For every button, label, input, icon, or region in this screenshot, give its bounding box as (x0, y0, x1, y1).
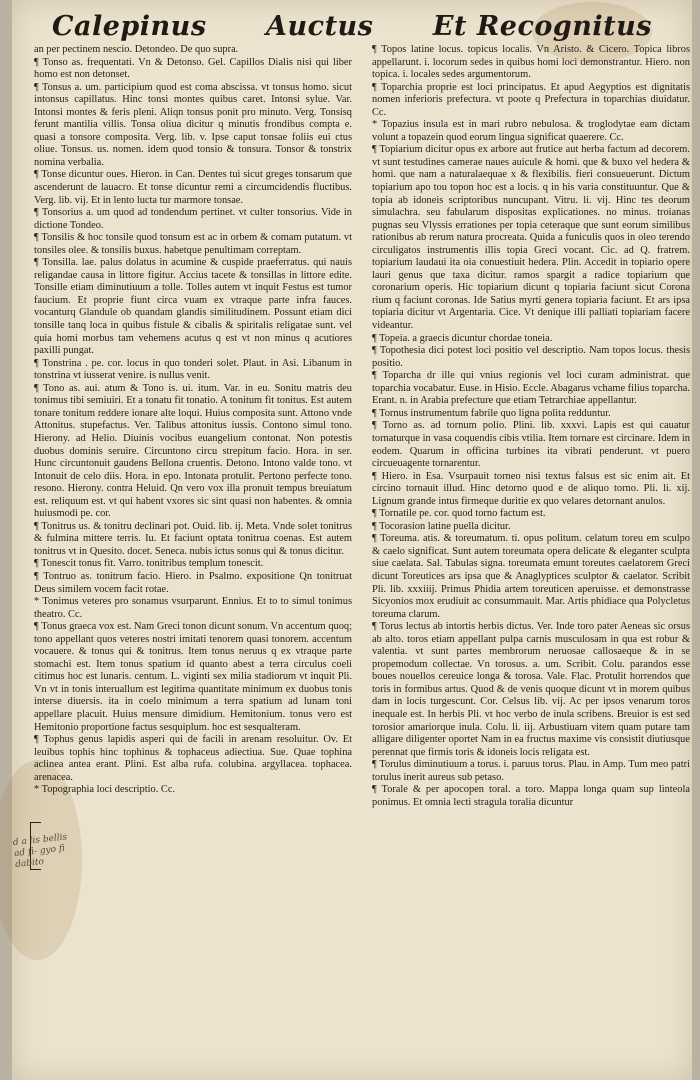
dictionary-entry: ¶ Tonse dicuntur oues. Hieron. in Can. Dentes tui sicut greges tonsarum que ascenderunt de lauacro. Et tonse dicuntur remi a circumcidendis fluctibus. Verg. lib. vij. Et in lento lucta tur marmore tonsae. (34, 169, 352, 206)
dictionary-entry: ¶ Tonsorius a. um quod ad tondendum pertinet. vt culter tonsorius. Vide in dictione Tondeo. (34, 207, 352, 231)
running-head-right: Et Recognitus (432, 10, 652, 42)
left-column (34, 44, 352, 797)
dictionary-entry: ¶ Topeia. a graecis dicuntur chordae toneia. (372, 332, 553, 344)
dictionary-entry: * Tonimus veteres pro sonamus vsurparunt. Ennius. Et to to simul tonimus theatro. Cc. (34, 596, 352, 620)
dictionary-entry: ¶ Tonso as. frequentati. Vn & Detonso. Gel. Capillos Dialis nisi qui liber homo est non detonset. (34, 56, 352, 81)
dictionary-entry: ¶ Tornatile pe. cor. quod torno factum est. (372, 508, 546, 520)
dictionary-entry: * Topographia loci descriptio. Cc. (34, 784, 176, 796)
dictionary-entry: ¶ Torale & per apocopen toral. a toro. Mappa longa quam sup linteola ponimus. Et omnia lecti stragula toralia dicuntur (372, 784, 690, 808)
running-head (12, 6, 692, 46)
dictionary-entry: ¶ Topos latine locus. topicus localis. Vn Aristo. & Cicero. Topica libros appellarunt. i. locorum sedes in quibus homi loci demonstrantur. Hiero. non topica. i. locales sedes argumentorum. (372, 44, 690, 81)
dictionary-entry: ¶ Toparcha dr ille qui vnius regionis vel loci curam administrat. que toparchia vocabatur. Euse. in Hisio. Eccle. Abagarus vchame filius toparcha. Erant. n. in Arabia prefecture que etiam Tetrarchiae appellantur. (372, 370, 690, 407)
dictionary-entry: ¶ Tonsus a. um. participium quod est coma abscissa. vt tonsus homo. sicut intonsus capillatus. Hinc tonsi montes quibus caret. Intonsi sylue. Var. Intonsi montes & feris pleni. Aliqn tonsus ponit pro minuto. Verg. Tonsisq ferunt mantilia villis. Tonsa oliua dicitur q minutis frondibus compta e. quasi a tonsore composita. Verg. lib. v. Ipse caput tonsae foliis eui ctus oliue. Tonsus. us. nomen. idem quod tonsio & tonsura. Tonsor & tonstrix nomina verbalia. (34, 81, 352, 168)
right-column (372, 44, 690, 809)
dictionary-entry: ¶ Topothesia dici potest loci positio vel descriptio. Nam topos locus. thesis positio. (372, 345, 690, 369)
dictionary-entry: ¶ Tonitrus us. & tonitru declinari pot. Ouid. lib. ij. Meta. Vnde solet tonitrus & fulmina mittere terris. Iu. Et faciunt optata tonitrua coenas. Est autem tonitrus vt in Quesito. docet. Seneca. nubis ictus sonus qui & tonus dicitur. (34, 520, 352, 557)
dictionary-entry: ¶ Tophus genus lapidis asperi qui de facili in arenam resoluitur. Ov. Et leuibus tophis hinc tophinus & tophaceus adiectiua. Sue. Quae tophina aclinea antea erant. Plini. Est alba rufa. colubina. argyllacea. tophacea. arenacea. (34, 734, 352, 783)
dictionary-entry: ¶ Tonstrina . pe. cor. locus in quo tonderi solet. Plaut. in Asi. Libanum in tonstrina vt iusserat venire. is nullus venit. (34, 357, 352, 382)
dictionary-entry: an per pectinem nescio. Detondeo. De quo supra. (34, 44, 239, 55)
dictionary-entry: ¶ Torno as. ad tornum polio. Plini. lib. xxxvi. Lapis est qui cauatur tornaturque in vasa coquendis cibis vtilia. Item tornare est circinare. Idem in eodem. Quarum in officina turbines ita vibrati penderunt. vt puero circueuagente tornarentur. (372, 420, 690, 470)
dictionary-entry: ¶ Tornus instrumentum fabrile quo ligna polita redduntur. (372, 407, 611, 419)
dictionary-entry: ¶ Tonus graeca vox est. Nam Greci tonon dicunt sonum. Vn accentum quoq; tono appellant quos veteres nostri imitati tenorem quasi tonorem. accentum vocauere. & tonus qui & tonitrus. Item tonus neruus q ex vtraque parte stomachi est. Item tonus spatium id quanto abest a terra circulus coeli citimus hoc est lunaris. centum. L. viginti sex milia stadiorum vt inquit Pli. Vn vt in tonis interuallum est legitima quantitate minimum ex duobus tonis interse diuersis. ita in coelo minimum a terra spatium ad lunam toni appellare placuit. Huius mensure dimidium. Hemitonium. tonus vero est Hemitonio proportione factus sesquiplum. hoc est sesqualteram. (34, 621, 352, 733)
running-head-left: Calepinus (52, 10, 207, 42)
dictionary-entry: ¶ Tonsilla. lae. palus dolatus in acumine & cuspide praeferratus. qui nauis religandae causa in littore figitur. Accius tacete & tonsillas in littore edite. Tonsille etiam diminutiuum a tolle. Tolles autem vt inquit Festus est tumor faucium. Et proprie fiunt circa vuam ex vtraque parte infra fauces. vocanturq Glandule ob quandam glandis similitudinem. Possunt etiam dici tonsille tanq loca in quibus fistule & cibalis & spiritalis religatae sunt. vel quia homi morbus tam vehemens acutus q est vt non minus q acutiores paxilli pungat. (34, 257, 352, 357)
dictionary-entry: ¶ Tonescit tonus fit. Varro. tonitribus templum tonescit. (34, 558, 264, 570)
dictionary-entry: ¶ Torus lectus ab intortis herbis dictus. Ver. Inde toro pater Aeneas sic orsus ab alto. toros etiam appellant pulpa carnis musculosam in qua est robur & valentia. vt sunt partes membrorum neruosae callosaeque & in se propemodum collectae. Vn torosus. a. um. Scribit. Colu. parandos esse boues nouellos cereuice longa & torosa. Vale. Flac. Protulit horrendos que toris in formibus artus. Quod & de venis quoque dicunt vt in morem quibus dam in locis turgescunt. Cor. Celsus lib. vij. Ac per ipsos venarum toros inequale est. In herbis Pli. vt hoc verbo de inula scribens. Breuior is est sed torosior amariorque inula. Colu. li. iij. Arbustiuam vitem quam putare tam alligare diligenter oportet Nam in ea fructus maxime vis consistit diutiusque perennat que firmis toris & idoneis locis religata est. (372, 621, 690, 758)
dictionary-entry: ¶ Toreuma. atis. & toreumatum. ti. opus politum. celatum toreu em sculpo & caelo significat. Sunt autem toreumata opera delicate & eleganter sculpta siue caelata. Sal. Tabulas signa. toreumata emunt toreutes caelatorem Greci dicunt Toreutices ars ipsa que & Anaglyptices sculptor & caelator. Scribit Pli. lib. xxxiiij. Primus Phidia artem toreuticen aperuisse. et demonstrasse Sicyonios mox erudiuit ac consummauit. Mar. Artis phidiace qua Polycletus toreuma clarum. (372, 533, 690, 620)
dictionary-entry: ¶ Toparchia proprie est loci principatus. Et apud Aegyptios est dignitatis nomen inferioris prefectura. vt poote q Prefectura in toparchias diuidatur. Cc. (372, 81, 690, 118)
dictionary-entry: ¶ Tontruo as. tonitrum facio. Hiero. in Psalmo. expositione Qn tonitruat Deus similem vocem facit rotae. (34, 570, 352, 595)
dictionary-entry: ¶ Topiarium dicitur opus ex arbore aut frutice aut herba factum ad decorem. vt sunt testudines camerae naues auicule & homi. que & buxo vel hedera & homi. que nam a naturalaequae x & flexibilis. fieri consueuerunt. Dictum topiarium apo tou topon hoc est a locis. q in his varia constituuntur. Que & topia ab idoneis scriptoribus nuncupant. Vitru. li. vij. Hinc tes deorum simulachra. seu fabularum dispositas explicationes. no minus. troianas pugnas seu Vlyssis errationes per topia ceteraque que sunt eorum similibus rationibus ab rerum natura procreata. Quida a funiculis quos in oleo terendo circuligatos instrumentis illis topia Greci vocant. Cic. ad Q. fratrem. topiarium laudaui ita oia conuestiuit hedera. Plin. Accedit in topiario opere lauri genus que taxa dicitur. ramos spargit a radice topiarium que coronarium operis. Hic topiarium dicunt q topiaria faciunt sicut Corona rium q faciunt coronas. Ide Satius myrti genera topiaria faciunt. Et ars ipsa topiaria dicitur vt Argentaria. Cice. Vt denique illi palliati topiariam facere videantur. (372, 144, 690, 332)
running-head-center: Auctus (266, 10, 374, 42)
dictionary-entry: ¶ Tono as. aui. atum & Tono is. ui. itum. Var. in eu. Sonitu matris deu tonimus tibi semiuiri. Et a tonatu fit tonatio. A tonitum fit tonitus. Est autem tonare tonitum reddere ionare alte loqui. Huius composita sunt. Attono vnde Attonitus. stupefactus. Ver. Talibus attonitus iussis. Contono simul tono. Hierony. ad Helio. Diuinis vocibus euangelium contonat. Non potestis duobus dominis seruire. Circuntono circu strepitum facio. Hora. in ser. Hunc circuntonuit gaudens Bellona cruentis. Detono. Intono valde tono. vt Intonuit de celo diis. Hora. in epo. Intonata protulit. Pertono perfecte tono. resono. Hierony. contra Heluid. Qn vero vox illa pronuit tempus breuiatum est. reliquum est. vt qui habent vxores sic sint quasi non habentes. & omnia huiusmodi pe. cor. (34, 382, 352, 520)
dictionary-entry: ¶ Tocorasion latine puella dicitur. (372, 520, 511, 532)
dictionary-entry: ¶ Hiero. in Esa. Vsurpauit torneo nisi textus falsus est sic enim ait. Et circino tornauit illud. Hinc detorno quod e de aliquo torno. Pli. li. xij. Lignum grande intus firmeque duritie ex quo velares detornant anulos. (372, 470, 690, 507)
book-page (12, 0, 692, 1080)
dictionary-entry: * Topazius insula est in mari rubro nebulosa. & troglodytae eam dictam volunt a topazein quod eorum lingua significat quaerere. Cc. (372, 119, 690, 143)
dictionary-entry: ¶ Torulus diminutiuum a torus. i. paruus torus. Plau. in Amp. Tum meo patri torulus inerit aureus sub petaso. (372, 759, 690, 783)
handwritten-marginalia: d a lis bellis ad fi- gyo fi dabito (12, 832, 68, 870)
dictionary-entry: ¶ Tonsilis & hoc tonsile quod tonsum est ac in orbem & comam putatum. vt tonsiles olee. & tonsilis buxus. habetque penultimam correptam. (34, 232, 352, 256)
